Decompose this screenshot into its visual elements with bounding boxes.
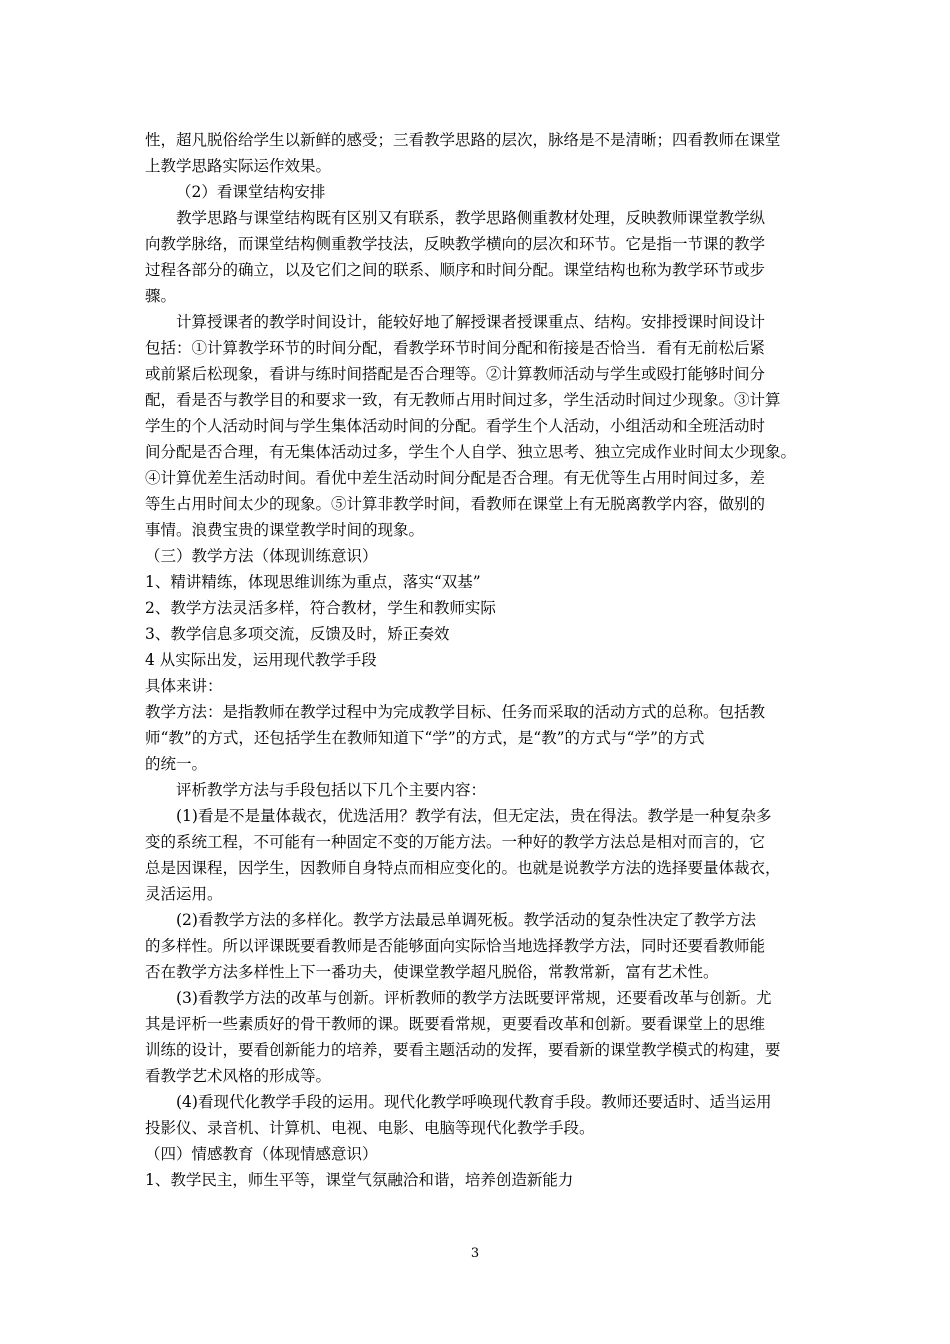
text-line: ④计算优差生活动时间。看优中差生活动时间分配是否合理。有无优等生占用时间过多，差 [145, 469, 766, 487]
paragraph [145, 179, 815, 205]
text-line: 教学方法：是指教师在教学过程中为完成教学目标、任务而采取的活动方式的总称。包括教 [145, 703, 766, 721]
paragraph [145, 673, 815, 699]
paragraph [145, 699, 815, 777]
text-line: 具体来讲： [145, 677, 223, 695]
paragraph [145, 985, 815, 1089]
text-line: 间分配是否合理，有无集体活动过多，学生个人自学、独立思考、独立完成作业时间太少现象。 [145, 443, 797, 461]
text-line: (3)看教学方法的改革与创新。评析教师的教学方法既要评常规，还要看改革与创新。尤 [176, 989, 772, 1007]
text-line: 1、教学民主，师生平等，课堂气氛融洽和谐，培养创造新能力 [145, 1171, 574, 1189]
paragraph [145, 1141, 815, 1167]
paragraph [145, 803, 815, 907]
text-line: 评析教学方法与手段包括以下几个主要内容： [176, 781, 487, 799]
paragraph [145, 1089, 815, 1141]
paragraph [145, 777, 815, 803]
text-line: 过程各部分的确立，以及它们之间的联系、顺序和时间分配。课堂结构也称为教学环节或步 [145, 261, 766, 279]
paragraph [145, 621, 815, 647]
text-line: 的统一。 [145, 755, 208, 773]
text-line: 变的系统工程，不可能有一种固定不变的万能方法。一种好的教学方法总是相对而言的，它 [145, 833, 766, 851]
text-line: 或前紧后松现象，看讲与练时间搭配是否合理等。②计算教师活动与学生或殴打能够时间分 [145, 365, 766, 383]
text-line: 3、教学信息多项交流，反馈及时，矫正奏效 [145, 625, 450, 643]
text-line: 否在教学方法多样性上下一番功夫，使课堂教学超凡脱俗，常教常新，富有艺术性。 [145, 963, 719, 981]
paragraph [145, 647, 815, 673]
text-line: 性，超凡脱俗给学生以新鲜的感受；三看教学思路的层次，脉络是不是清晰；四看教师在课堂 [145, 131, 781, 149]
text-line: (1)看是不是量体裁衣，优选活用？教学有法，但无定法，贵在得法。教学是一种复杂多 [176, 807, 772, 825]
paragraph [145, 907, 815, 985]
text-line: 其是评析一些素质好的骨干教师的课。既要看常规，更要看改革和创新。要看课堂上的思维 [145, 1015, 766, 1033]
text-line: 事情。浪费宝贵的课堂教学时间的现象。 [145, 521, 425, 539]
text-line: 的多样性。所以评课既要看教师是否能够面向实际恰当地选择教学方法，同时还要看教师能 [145, 937, 766, 955]
text-line: (4)看现代化教学手段的运用。现代化教学呼唤现代教育手段。教师还要适时、适当运用 [176, 1093, 772, 1111]
text-line: 总是因课程，因学生，因教师自身特点而相应变化的。也就是说教学方法的选择要量体裁衣， [145, 859, 781, 877]
text-line: 骤。 [145, 287, 177, 305]
text-line: 1、精讲精练，体现思维训练为重点，落实“双基” [145, 573, 481, 591]
text-line: 训练的设计，要看创新能力的培养，要看主题活动的发挥，要看新的课堂教学模式的构建，要 [145, 1041, 781, 1059]
page-body-text [145, 127, 815, 1193]
text-line: (2)看教学方法的多样化。教学方法最忌单调死板。教学活动的复杂性决定了教学方法 [176, 911, 756, 929]
text-line: 师“教”的方式，还包括学生在教师知道下“学”的方式，是“教”的方式与“学”的方式 [145, 729, 705, 747]
text-line: 教学思路与课堂结构既有区别又有联系，教学思路侧重教材处理，反映教师课堂教学纵 [176, 209, 766, 227]
text-line: 2、教学方法灵活多样，符合教材，学生和教师实际 [145, 599, 496, 617]
paragraph [145, 569, 815, 595]
text-line: 灵活运用。 [145, 885, 223, 903]
paragraph [145, 127, 815, 179]
text-line: 上教学思路实际运作效果。 [145, 157, 332, 175]
page-number: 3 [470, 1246, 480, 1261]
paragraph [145, 205, 815, 309]
text-line: 看教学艺术风格的形成等。 [145, 1067, 332, 1085]
text-line: 等生占用时间太少的现象。⑤计算非教学时间，看教师在课堂上有无脱离教学内容，做别的 [145, 495, 766, 513]
text-line: （2）看课堂结构安排 [176, 183, 326, 201]
text-line: （四）情感教育（体现情感意识） [145, 1145, 378, 1163]
text-line: 配，看是否与教学目的和要求一致，有无教师占用时间过多，学生活动时间过少现象。③计算 [145, 391, 781, 409]
text-line: 计算授课者的教学时间设计，能较好地了解授课者授课重点、结构。安排授课时间设计 [176, 313, 766, 331]
paragraph [145, 1167, 815, 1193]
text-line: 包括：①计算教学环节的时间分配，看教学环节时间分配和衔接是否恰当．看有无前松后紧 [145, 339, 766, 357]
paragraph [145, 309, 815, 543]
paragraph [145, 543, 815, 569]
text-line: 学生的个人活动时间与学生集体活动时间的分配。看学生个人活动，小组活动和全班活动时 [145, 417, 766, 435]
paragraph [145, 595, 815, 621]
text-line: 投影仪、录音机、计算机、电视、电影、电脑等现代化教学手段。 [145, 1119, 595, 1137]
text-line: 4 从实际出发，运用现代教学手段 [145, 651, 377, 669]
text-line: 向教学脉络，而课堂结构侧重教学技法，反映教学横向的层次和环节。它是指一节课的教学 [145, 235, 766, 253]
text-line: （三）教学方法（体现训练意识） [145, 547, 378, 565]
